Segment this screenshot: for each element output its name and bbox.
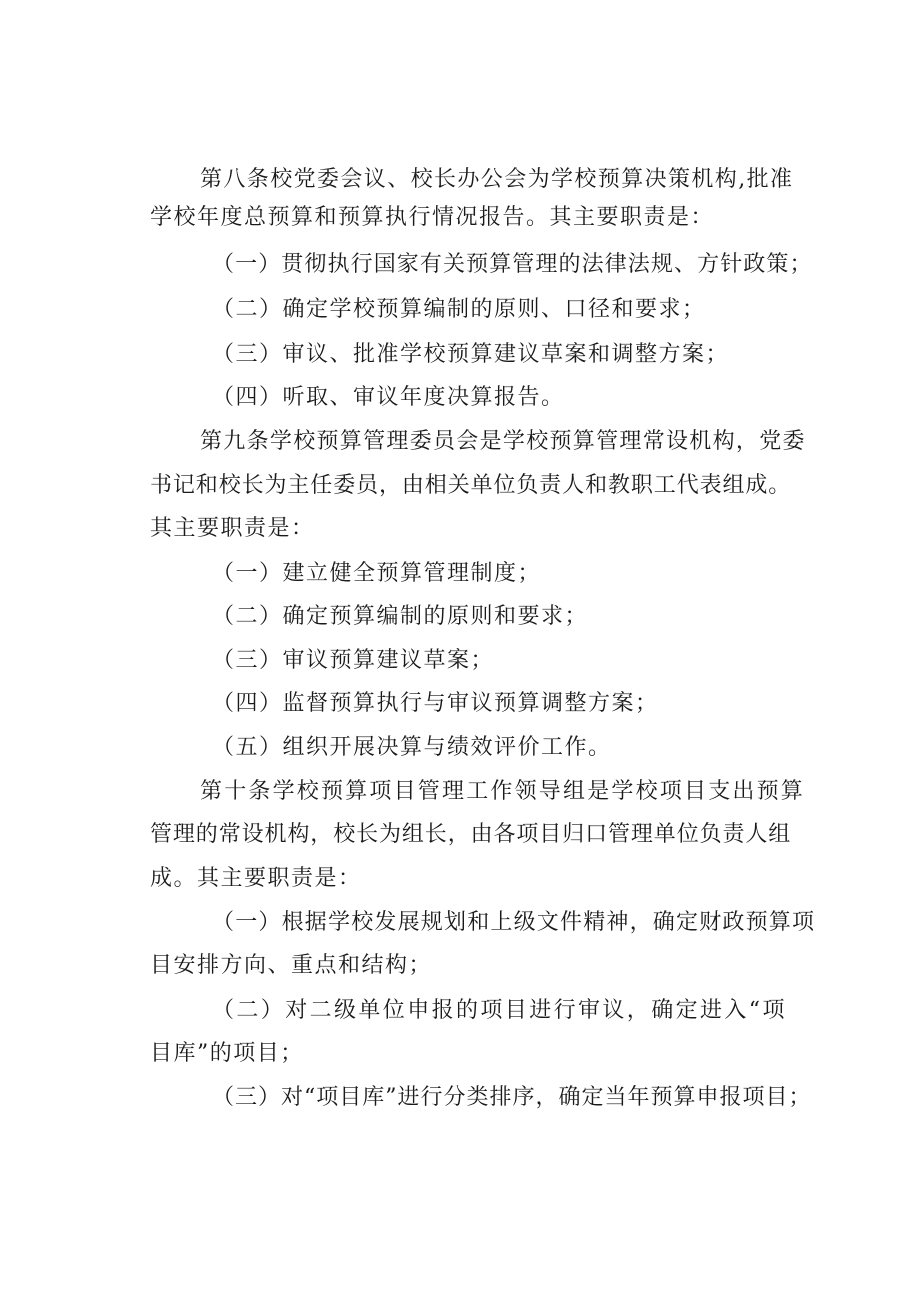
article-9-line-2: 书记和校长为主任委员，由相关单位负责人和教职工代表组成。 — [150, 473, 792, 498]
article-10-item-2-line-2: 目库”的项目； — [150, 1041, 304, 1066]
article-9-item-4: （四）监督预算执行与审议预算调整方案； — [212, 691, 659, 716]
article-10-line-1: 第十条学校预算项目管理工作领导组是学校项目支出预算 — [200, 779, 806, 804]
article-8-line-1: 第八条校党委会议、校长办公会为学校预算决策机构,批准 — [200, 167, 794, 192]
article-8-item-4: （四）听取、审议年度决算报告。 — [212, 385, 565, 410]
article-8-item-3: （三）审议、批准学校预算建议草案和调整方案； — [212, 342, 730, 367]
article-8-line-2: 学校年度总预算和预算执行情况报告。其主要职责是： — [150, 205, 715, 230]
article-9-item-1: （一）建立健全预算管理制度； — [212, 561, 542, 586]
article-9-item-5: （五）组织开展决算与绩效评价工作。 — [212, 735, 612, 760]
article-9-line-3: 其主要职责是： — [150, 516, 315, 541]
article-10-line-3: 成。其主要职责是： — [150, 866, 362, 891]
article-9-item-2: （二）确定预算编制的原则和要求； — [212, 604, 589, 629]
article-9-line-1: 第九条学校预算管理委员会是学校预算管理常设机构，党委 — [200, 429, 806, 454]
article-10-item-1-line-2: 目安排方向、重点和结构； — [150, 953, 433, 978]
article-10-line-2: 管理的常设机构，校长为组长，由各项目归口管理单位负责人组 — [150, 822, 792, 847]
article-10-item-1-line-1: （一）根据学校发展规划和上级文件精神，确定财政预算项 — [212, 910, 816, 935]
article-9-item-3: （三）审议预算建议草案； — [212, 648, 495, 673]
article-10-item-2-line-1: （二）对二级单位申报的项目进行审议，确定进入“项 — [212, 998, 787, 1023]
article-8-item-2: （二）确定学校预算编制的原则、口径和要求； — [212, 297, 706, 322]
article-10-item-3-line-1: （三）对“项目库”进行分类排序，确定当年预算申报项目； — [212, 1085, 812, 1110]
article-8-item-1: （一）贯彻执行国家有关预算管理的法律法规、方针政策； — [212, 252, 813, 277]
